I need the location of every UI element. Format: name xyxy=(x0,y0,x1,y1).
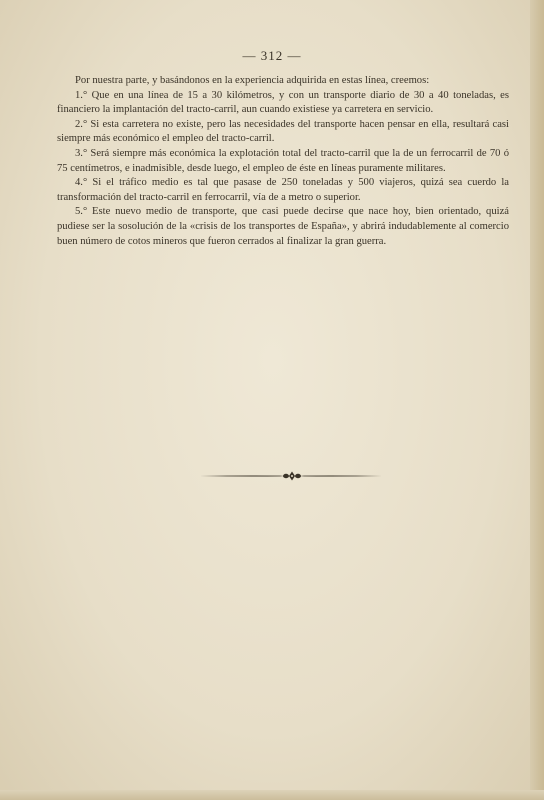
page-number: — 312 — xyxy=(242,48,302,63)
paragraph-point-1: 1.° Que en una línea de 15 a 30 kilómetros, y con un transporte diario de 30 a 40 toneladas, es financiero la implantación del tracto-carril, aun cuando existiese ya carretera en servicio. xyxy=(57,89,509,116)
paragraph-point-2: 2.° Si esta carretera no existe, pero las necesidades del transporte hacen pensar en ella, resultará casi siempre más económico el empleo del tracto-carril. xyxy=(57,118,509,145)
paragraph-point-3: 3.° Será siempre más económica la explotación total del tracto-carril que la de un ferrocarril de 70 ó 75 centímetros, e inadmisible, desde luego, el empleo de éste en líneas puramente militares. xyxy=(57,147,509,174)
paragraph-point-5: 5.° Este nuevo medio de transporte, que casi puede decirse que nace hoy, bien orientado, quizá pudiese ser la sosolución de la «crisis de los transportes de España», y abrirá indudablemente al comercio buen número de cotos mineros que fueron cerrados al finalizar la gran guerra. xyxy=(57,206,509,247)
paper-edge-bottom xyxy=(0,790,544,800)
paper-edge-right xyxy=(530,0,544,800)
ornament-rule-icon xyxy=(200,469,384,483)
paragraph-point-4: 4.° Si el tráfico medio es tal que pasase de 250 toneladas y 500 viajeros, quizá sea cuerdo la transformación del tracto-carril en ferrocarril, vía de a metro o superior. xyxy=(57,177,509,203)
body-text xyxy=(57,74,509,249)
paragraph-intro: Por nuestra parte, y basándonos en la experiencia adquirida en estas línea, creemos: xyxy=(75,75,430,86)
